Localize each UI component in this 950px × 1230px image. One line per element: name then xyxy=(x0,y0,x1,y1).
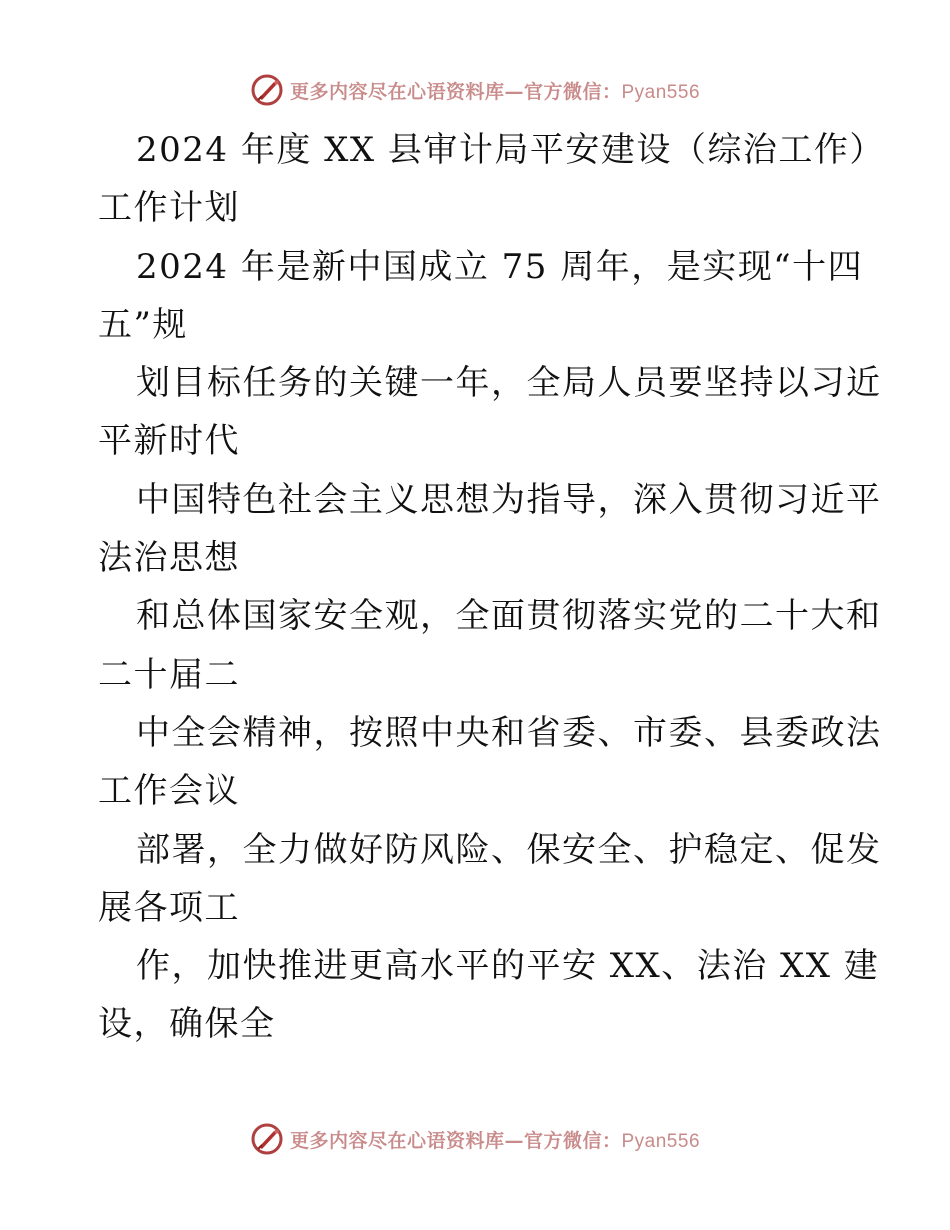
watermark-text: 更多内容尽在心语资料库—官方微信：Pyan556 xyxy=(289,80,701,103)
text-line: 划目标任务的关键一年，全局人员要坚持以习近 xyxy=(136,363,882,404)
text-line: 平新时代 xyxy=(98,421,240,462)
text-line: 2024 年是新中国成立 75 周年，是实现“十四 xyxy=(136,246,864,287)
feather-pen-logo-icon xyxy=(250,73,284,107)
watermark-handle: Pyan556 xyxy=(621,81,701,103)
text-line: 中国特色社会主义思想为指导，深入贯彻习近平 xyxy=(136,479,882,520)
header-watermark xyxy=(0,70,950,110)
text-line: 2024 年度 XX 县审计局平安建设（综治工作） xyxy=(136,130,885,170)
text-line: 中全会精神，按照中央和省委、市委、县委政法 xyxy=(136,712,882,753)
text-line: 作，加快推进更高水平的平安 XX、法治 XX 建 xyxy=(136,946,880,987)
text-line: 工作计划 xyxy=(98,188,240,229)
text-line: 和总体国家安全观，全面贯彻落实党的二十大和 xyxy=(136,596,882,637)
text-line: 工作会议 xyxy=(98,771,240,812)
text-line: 部署，全力做好防风险、保安全、护稳定、促发 xyxy=(136,829,882,870)
watermark-text: 更多内容尽在心语资料库—官方微信：Pyan556 xyxy=(289,1129,701,1152)
text-line: 法治思想 xyxy=(98,538,240,579)
footer-watermark xyxy=(0,1119,950,1159)
watermark-handle: Pyan556 xyxy=(621,1130,701,1152)
text-line: 二十届二 xyxy=(98,654,240,695)
text-line: 设，确保全 xyxy=(98,1004,276,1045)
text-line: 展各项工 xyxy=(98,887,240,928)
document-body xyxy=(98,121,885,1054)
text-line: 五”规 xyxy=(98,304,188,345)
feather-pen-logo-icon xyxy=(250,1122,284,1156)
